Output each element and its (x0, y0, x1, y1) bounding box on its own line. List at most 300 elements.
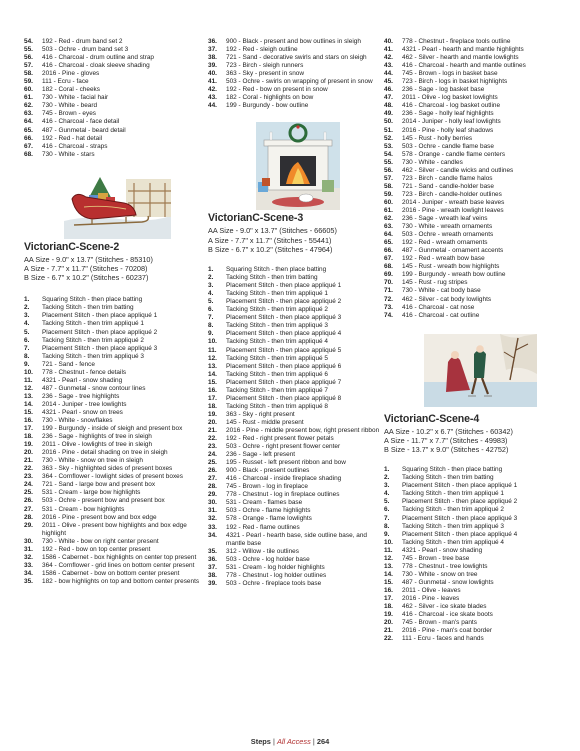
list-item (208, 298, 380, 306)
list-item (384, 563, 559, 571)
step-number: 41. (384, 46, 393, 54)
list-item (24, 570, 201, 578)
step-text: Tacking Stitch - then trim appliqué 7 (226, 386, 328, 394)
list-item (384, 635, 559, 643)
step-number: 34. (208, 531, 217, 539)
step-number: 7. (208, 314, 214, 322)
list-item (384, 54, 559, 62)
step-number: 72. (384, 295, 393, 303)
step-text: 2011 - Olive - present bow highlights and box edge highlight (42, 521, 187, 537)
footer-steps: Steps (250, 737, 271, 746)
list-item (24, 62, 201, 70)
list-item (384, 70, 559, 78)
step-number: 68. (384, 263, 393, 271)
scene4-steps (384, 466, 559, 643)
step-number: 60. (24, 86, 33, 94)
scene1-steps-continued (24, 38, 201, 159)
step-text: 462 - Silver - candle wicks and outlines (402, 166, 514, 174)
list-item (384, 490, 559, 498)
step-text: 2014 - Juniper - holly leaf lowlights (402, 118, 501, 126)
list-item (384, 183, 559, 191)
step-number: 61. (384, 206, 393, 214)
list-item (384, 263, 559, 271)
list-item (384, 215, 559, 223)
step-number: 18. (208, 402, 217, 410)
step-text: 2016 - Pine - man's coat border (402, 627, 492, 635)
step-text: Tacking Stitch - then trim batting (42, 304, 134, 312)
scene3-header (208, 212, 380, 254)
list-item (384, 143, 559, 151)
list-item (24, 127, 201, 135)
list-item (384, 523, 559, 531)
list-item (384, 595, 559, 603)
step-text: 199 - Burgundy - bow outline (226, 102, 309, 110)
list-item (24, 409, 201, 417)
step-number: 28. (24, 513, 33, 521)
step-text: 503 - Ochre - present bow and present box (42, 497, 165, 505)
column-3 (384, 0, 559, 643)
step-text: 462 - Silver - hearth and mantle lowlights (402, 54, 519, 62)
list-item (208, 395, 380, 403)
step-text: Tacking Stitch - then trim appliqué 2 (226, 306, 328, 314)
step-text: 199 - Burgundy - wreath bow outline (402, 271, 506, 279)
step-text: 503 - Ochre - drum band set 3 (42, 46, 129, 54)
step-text: 778 - Chestnut - fence details (42, 368, 127, 376)
list-item (208, 38, 380, 46)
step-text: 4321 - Pearl - hearth and mantle highlights (402, 46, 524, 54)
step-text: Placement Stitch - then place appliqué 6 (226, 362, 342, 370)
list-item (384, 312, 559, 320)
step-number: 66. (384, 247, 393, 255)
step-text: 2016 - Pine - present bow and box edge (42, 513, 157, 521)
list-item (24, 514, 201, 522)
step-number: 16. (24, 417, 33, 425)
step-number: 4. (24, 320, 30, 328)
list-item (24, 86, 201, 94)
list-item (384, 531, 559, 539)
list-item (24, 578, 201, 586)
step-text: Tacking Stitch - then trim appliqué 4 (402, 538, 504, 546)
step-text: Placement Stitch - then place appliqué 2 (402, 498, 518, 506)
list-item (208, 580, 380, 588)
step-text: 236 - Sage - left present (226, 451, 296, 459)
step-text: 2016 - Pine - middle present bow, right present ribbon (226, 426, 380, 434)
step-number: 30. (208, 499, 217, 507)
scene2-title: VictorianC-Scene-2 (24, 240, 120, 253)
list-item (24, 417, 201, 425)
list-item (208, 338, 380, 346)
list-item (208, 435, 380, 443)
step-text: 416 - Charcoal - straps (42, 142, 108, 150)
step-number: 19. (384, 611, 393, 619)
step-number: 9. (24, 360, 30, 368)
list-item (24, 377, 201, 385)
list-item (24, 102, 201, 110)
step-number: 5. (384, 498, 390, 506)
step-number: 44. (384, 70, 393, 78)
list-item (24, 38, 201, 46)
step-text: 721 - Sand - large bow and present box (42, 481, 156, 489)
step-text: 730 - White - candles (402, 158, 463, 166)
step-number: 49. (384, 110, 393, 118)
step-text: 778 - Chestnut - fireplace tools outline (402, 38, 511, 45)
scene4-sizes (384, 427, 559, 455)
list-item (208, 266, 380, 274)
list-item (208, 347, 380, 355)
step-number: 1. (24, 296, 30, 304)
step-text: 416 - Charcoal - face detail (42, 118, 120, 126)
step-number: 28. (208, 483, 217, 491)
step-number: 23. (208, 443, 217, 451)
step-text: Squaring Stitch - then place batting (42, 296, 143, 304)
step-text: 487 - Gunmetal - snow contour lines (42, 384, 146, 392)
list-item (208, 363, 380, 371)
list-item (384, 86, 559, 94)
list-item (384, 239, 559, 247)
step-text: Placement Stitch - then place appliqué 3 (42, 344, 158, 352)
step-number: 6. (208, 306, 214, 314)
step-number: 41. (208, 78, 217, 86)
step-number: 58. (384, 182, 393, 190)
list-item (24, 401, 201, 409)
list-item (24, 143, 201, 151)
step-text: 2014 - Juniper - wreath base leaves (402, 198, 505, 206)
list-item (208, 459, 380, 467)
step-number: 7. (384, 514, 390, 522)
step-text: 730 - White - snow on tree (402, 570, 478, 578)
step-text: 778 - Chestnut - tree lowlights (402, 562, 488, 570)
list-item (384, 482, 559, 490)
step-text: Tacking Stitch - then trim appliqué 3 (42, 352, 144, 360)
step-text: 236 - Sage - highlights of tree in sleigh (42, 433, 152, 441)
step-number: 13. (24, 392, 33, 400)
step-text: Tacking Stitch - then trim appliqué 3 (226, 322, 328, 330)
list-item (208, 427, 380, 435)
list-item (384, 46, 559, 54)
step-number: 31. (24, 545, 33, 553)
scene3-size-a: A Size - 7.7" x 11.7" (Stitches - 55441) (208, 235, 332, 245)
step-number: 9. (208, 330, 214, 338)
list-item (24, 353, 201, 361)
step-number: 4. (208, 290, 214, 298)
step-text: 145 - Rust - wreath bow highlights (402, 263, 500, 271)
step-number: 14. (208, 370, 217, 378)
list-item (208, 443, 380, 451)
step-number: 11. (208, 346, 217, 354)
scene2-size-a: A Size - 7.7" x 11.7" (Stitches - 70208) (24, 263, 148, 273)
step-text: 4321 - Pearl - hearth base, side outline base, and mantle base (226, 531, 368, 547)
step-number: 24. (208, 451, 217, 459)
step-number: 14. (24, 400, 33, 408)
step-text: 111 - Ecru - faces and hands (402, 635, 484, 643)
step-text: 236 - Sage - holly leaf highlights (402, 110, 494, 118)
list-item (24, 320, 201, 328)
step-text: 462 - Silver - ice skate blades (402, 603, 487, 611)
step-number: 42. (208, 86, 217, 94)
list-item (24, 110, 201, 118)
scene3-size-aa: AA Size - 9.0" x 13.7" (Stitches - 66605) (208, 226, 337, 236)
list-item (24, 304, 201, 312)
step-text: 745 - Brown - eyes (42, 110, 97, 118)
scene2-size-b: B Size - 6.7" x 10.2" (Stitches - 60237) (24, 273, 149, 283)
step-number: 60. (384, 198, 393, 206)
list-item (384, 223, 559, 231)
step-text: 236 - Sage - log basket base (402, 86, 485, 94)
list-item (208, 70, 380, 78)
step-number: 61. (24, 94, 33, 102)
step-number: 12. (384, 554, 393, 562)
step-number: 3. (384, 482, 390, 490)
step-number: 8. (208, 322, 214, 330)
column-1 (24, 0, 201, 586)
list-item (384, 539, 559, 547)
list-item (24, 433, 201, 441)
list-item (384, 279, 559, 287)
step-text: 531 - Cream - large bow highlights (42, 489, 141, 497)
step-text: 312 - Willow - tile outlines (226, 547, 299, 555)
step-text: 723 - Birch - logs in basket highlights (402, 78, 508, 86)
step-number: 67. (384, 255, 393, 263)
step-text: 192 - Red - right present flower petals (226, 435, 334, 443)
step-number: 51. (384, 126, 393, 134)
step-number: 12. (24, 384, 33, 392)
list-item (384, 304, 559, 312)
step-number: 33. (208, 523, 217, 531)
step-number: 27. (24, 505, 33, 513)
step-text: Tacking Stitch - then trim appliqué 8 (226, 402, 328, 410)
list-item (384, 231, 559, 239)
step-number: 36. (208, 38, 217, 45)
step-text: 195 - Russet - left present ribbon and bow (226, 459, 346, 467)
step-text: Tacking Stitch - then trim appliqué 1 (402, 490, 504, 498)
step-text: 721 - Sand - candle-holder base (402, 182, 494, 190)
step-text: 503 - Ochre - log holder base (226, 555, 310, 563)
step-number: 52. (384, 134, 393, 142)
step-text: 192 - Red - sleigh outline (226, 46, 298, 54)
list-item (384, 555, 559, 563)
step-number: 19. (208, 410, 217, 418)
fireplace-image (256, 122, 340, 210)
step-text: 2016 - Pine - leaves (402, 595, 460, 602)
list-item (208, 556, 380, 564)
list-item (24, 296, 201, 304)
step-number: 36. (208, 555, 217, 563)
step-number: 37. (208, 46, 217, 54)
step-text: Placement Stitch - then place appliqué 2 (226, 298, 342, 306)
list-item (384, 94, 559, 102)
step-number: 65. (384, 239, 393, 247)
list-item (24, 329, 201, 337)
step-number: 40. (208, 70, 217, 78)
scene2-sizes (24, 255, 201, 283)
step-text: Tacking Stitch - then trim batting (402, 474, 494, 482)
scene3-title: VictorianC-Scene-3 (208, 212, 304, 225)
list-item (384, 207, 559, 215)
step-number: 71. (384, 287, 393, 295)
step-text: 2011 - Olive - lowlights of tree in sleigh (42, 441, 153, 449)
step-text: Tacking Stitch - then trim appliqué 6 (226, 370, 328, 378)
step-text: Placement Stitch - then place appliqué 1 (42, 312, 158, 320)
list-item (384, 191, 559, 199)
list-item (384, 151, 559, 159)
step-text: Placement Stitch - then place appliqué 3 (226, 314, 342, 322)
step-number: 10. (24, 368, 33, 376)
scene3-size-b: B Size - 6.7" x 10.2" (Stitches - 47964) (208, 244, 333, 254)
step-text: 900 - Black - present outlines (226, 467, 310, 475)
step-text: Placement Stitch - then place appliqué 1 (226, 282, 342, 290)
step-text: Squaring Stitch - then place batting (402, 466, 503, 474)
list-item (384, 515, 559, 523)
list-item (208, 491, 380, 499)
list-item (208, 78, 380, 86)
step-text: 192 - Red - drum band set 2 (42, 38, 123, 45)
step-number: 16. (208, 386, 217, 394)
list-item (24, 441, 201, 449)
step-number: 55. (24, 46, 33, 54)
step-text: Tacking Stitch - then trim appliqué 3 (402, 522, 504, 530)
step-text: Placement Stitch - then place appliqué 8 (226, 394, 342, 402)
list-item (24, 312, 201, 320)
list-item (384, 611, 559, 619)
list-item (384, 587, 559, 595)
step-text: 363 - Sky - highlighted sides of present boxes (42, 465, 173, 473)
list-item (24, 546, 201, 554)
step-number: 66. (24, 134, 33, 142)
step-text: 503 - Ochre - candle flame base (402, 142, 494, 150)
step-text: 1586 - Cabernet - box highlights on center top present (42, 553, 197, 561)
list-item (384, 255, 559, 263)
step-text: Placement Stitch - then place appliqué 4 (226, 330, 342, 338)
step-number: 15. (208, 378, 217, 386)
step-number: 21. (24, 457, 33, 465)
list-item (384, 603, 559, 611)
step-text: 416 - Charcoal - inside fireplace shading (226, 475, 342, 483)
list-item (384, 118, 559, 126)
step-text: 192 - Red - flame outlines (226, 523, 300, 531)
list-item (208, 515, 380, 523)
step-number: 56. (384, 166, 393, 174)
list-item (24, 78, 201, 86)
list-item (384, 135, 559, 143)
step-number: 32. (208, 515, 217, 523)
list-item (24, 449, 201, 457)
list-item (384, 466, 559, 474)
step-number: 30. (24, 537, 33, 545)
step-number: 38. (208, 571, 217, 579)
step-text: 778 - Chestnut - log in fireplace outlines (226, 491, 340, 499)
step-number: 15. (384, 578, 393, 586)
step-text: 900 - Black - present and bow outlines in sleigh (226, 38, 361, 45)
list-item (208, 403, 380, 411)
step-number: 64. (24, 118, 33, 126)
step-number: 62. (24, 102, 33, 110)
scene2-header (24, 241, 201, 283)
step-text: 462 - Silver - cat body lowlights (402, 295, 492, 303)
list-item (24, 345, 201, 353)
step-text: 182 - bow highlights on top and bottom center presents (42, 577, 200, 585)
scene3-sizes (208, 226, 380, 254)
step-text: 111 - Ecru - face (42, 78, 89, 86)
list-item (24, 70, 201, 78)
step-number: 22. (24, 465, 33, 473)
list-item (24, 522, 201, 538)
step-text: Squaring Stitch - then place batting (226, 266, 327, 274)
step-text: 145 - Rust - holly berries (402, 134, 473, 142)
step-text: 145 - Rust - rug stripes (402, 279, 468, 287)
step-number: 29. (208, 491, 217, 499)
step-text: 531 - Cream - log holder highlights (226, 563, 325, 571)
step-number: 38. (208, 54, 217, 62)
step-text: 730 - White - stars (42, 150, 95, 158)
step-number: 26. (208, 467, 217, 475)
step-text: 531 - Cream - flames base (226, 499, 303, 507)
scene2-steps-continued (208, 38, 380, 110)
list-item (24, 425, 201, 433)
step-number: 21. (384, 627, 393, 635)
list-item (208, 499, 380, 507)
step-number: 2. (24, 304, 30, 312)
step-text: 730 - White - cat body base (402, 287, 481, 295)
step-number: 21. (208, 426, 217, 434)
step-text: 723 - Birch - candle flame halos (402, 174, 493, 182)
step-text: Tacking Stitch - then trim appliqué 4 (226, 338, 328, 346)
list-item (208, 102, 380, 110)
scene2-size-aa: AA Size - 9.0" x 13.7" (Stitches - 85310) (24, 254, 153, 264)
step-text: 236 - Sage - tree highlights (42, 392, 120, 400)
step-text: 2016 - Pine - gloves (42, 70, 100, 78)
step-number: 18. (24, 433, 33, 441)
step-number: 9. (384, 530, 390, 538)
step-number: 74. (384, 311, 393, 319)
list-item (208, 411, 380, 419)
list-item (384, 199, 559, 207)
list-item (24, 94, 201, 102)
step-number: 1. (384, 466, 390, 474)
list-item (384, 296, 559, 304)
step-text: 503 - Ochre - wreath ornaments (402, 231, 494, 239)
step-number: 25. (208, 459, 217, 467)
step-number: 20. (384, 619, 393, 627)
step-number: 48. (384, 102, 393, 110)
step-text: 730 - White - snow on tree in sleigh (42, 457, 143, 465)
step-text: 192 - Red - hat detail (42, 134, 103, 142)
list-item (384, 167, 559, 175)
step-text: 745 - Brown - log in fireplace (226, 483, 308, 491)
step-text: 723 - Birch - candle-holder outlines (402, 190, 502, 198)
step-number: 17. (208, 394, 217, 402)
list-item (208, 322, 380, 330)
list-item (208, 290, 380, 298)
step-number: 13. (384, 562, 393, 570)
step-text: 182 - Coral - highlights on bow (226, 94, 314, 102)
step-text: Placement Stitch - then place appliqué 7 (226, 378, 342, 386)
list-item (384, 78, 559, 86)
list-item (208, 548, 380, 556)
list-item (24, 473, 201, 481)
step-number: 56. (24, 54, 33, 62)
step-number: 4. (384, 490, 390, 498)
step-number: 44. (208, 102, 217, 110)
list-item (384, 287, 559, 295)
step-text: 723 - Birch - sleigh runners (226, 62, 304, 70)
step-number: 37. (208, 563, 217, 571)
list-item (384, 271, 559, 279)
step-number: 34. (24, 569, 33, 577)
step-number: 62. (384, 215, 393, 223)
step-number: 3. (208, 282, 214, 290)
list-item (208, 451, 380, 459)
step-number: 58. (24, 70, 33, 78)
